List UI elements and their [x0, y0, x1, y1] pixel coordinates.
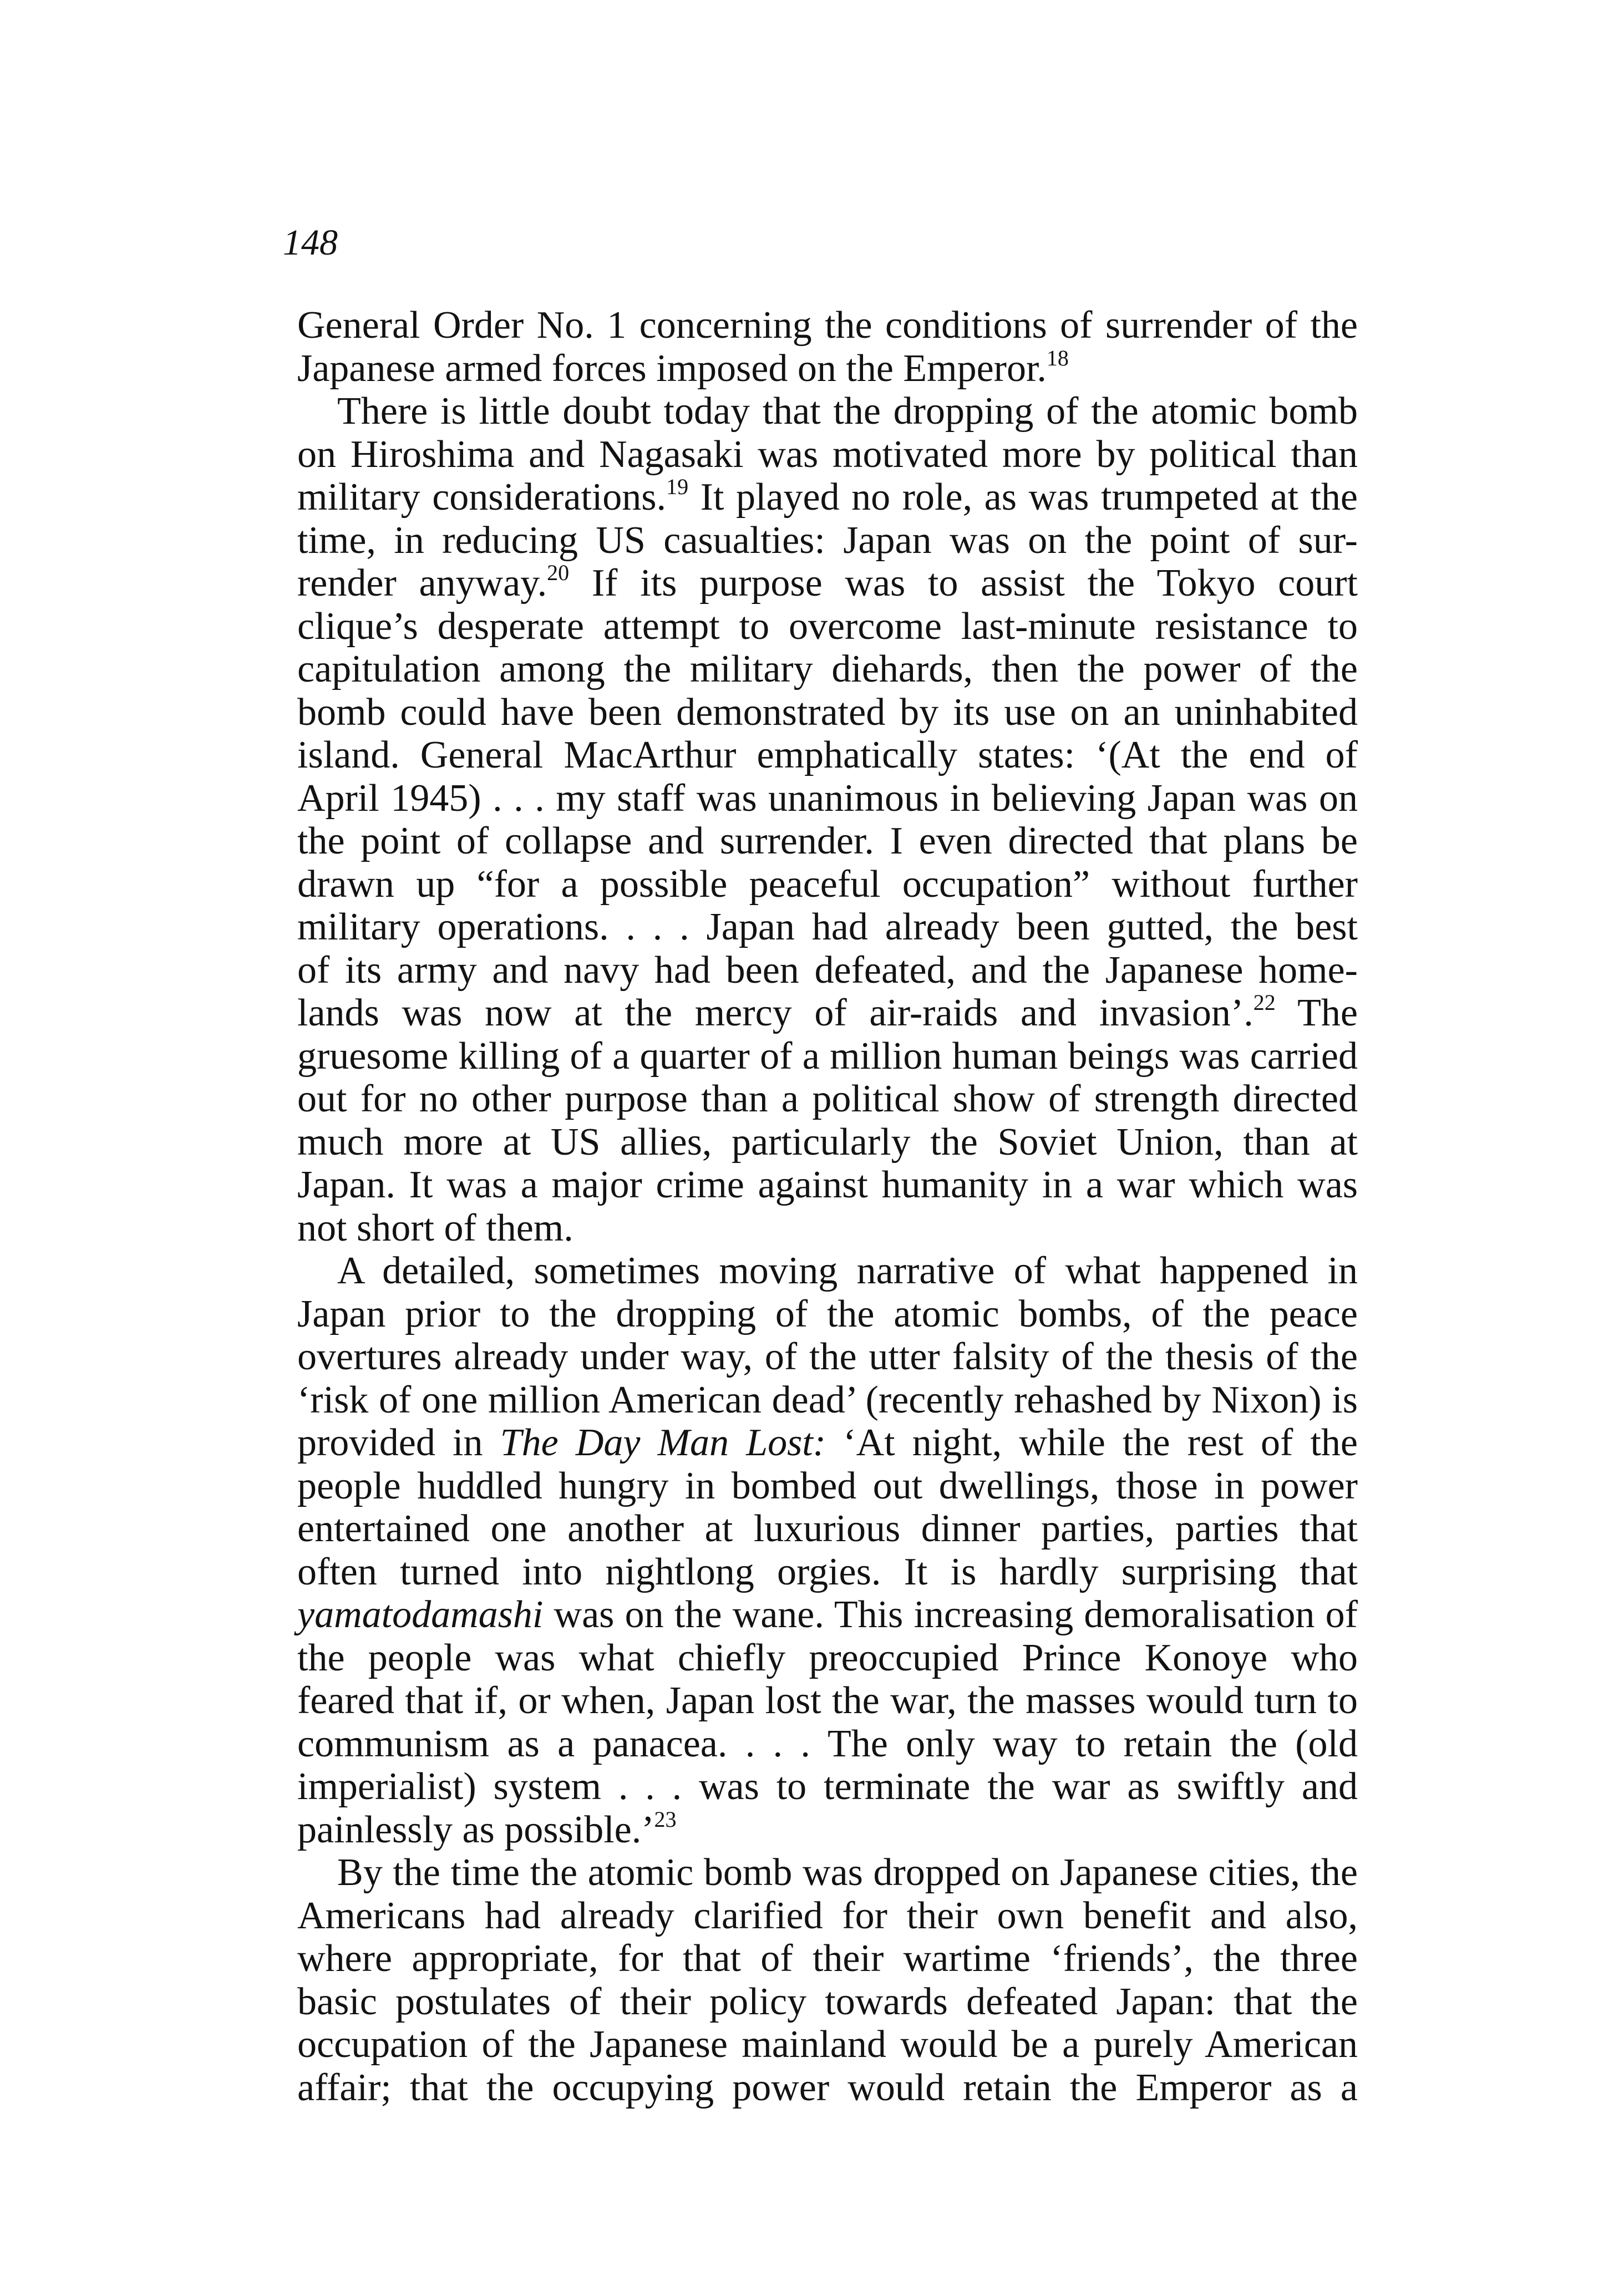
line-text: military operations. . . . Japan had already been gutted, the best — [297, 906, 1358, 948]
text-line — [297, 1851, 1358, 1894]
text-line — [297, 1164, 1358, 1207]
line-text: render anyway. — [297, 562, 547, 604]
line-text: capitulation among the military diehards, then the power of the — [297, 648, 1358, 690]
text-line — [297, 347, 1358, 390]
text-line — [297, 1937, 1358, 1980]
footnote-marker: 20 — [547, 560, 570, 585]
text-line — [297, 992, 1358, 1035]
text-line — [297, 1035, 1358, 1078]
line-text: the point of collapse and surrender. I even directed that plans be — [297, 820, 1358, 862]
line-text: ‘At night, while the rest of the — [826, 1421, 1358, 1464]
line-text: was on the wane. This increasing demoralisation of — [543, 1593, 1358, 1636]
body-text — [297, 304, 1358, 2109]
line-text: where appropriate, for that of their wartime ‘friends’, the three — [297, 1937, 1358, 1980]
line-text: military considerations. — [297, 476, 667, 519]
text-line — [297, 433, 1358, 476]
line-text: feared that if, or when, Japan lost the war, the masses would turn to — [297, 1679, 1358, 1722]
text-line — [297, 1379, 1358, 1422]
text-line — [297, 605, 1358, 648]
italic-title: The Day Man Lost: — [500, 1421, 826, 1464]
footnote-marker: 23 — [654, 1806, 677, 1832]
text-line — [297, 1980, 1358, 2024]
line-text: often turned into nightlong orgies. It is hardly surprising that — [297, 1550, 1358, 1593]
line-text: By the time the atomic bomb was dropped on Japanese cities, the — [337, 1851, 1358, 1894]
line-text: entertained one another at luxurious dinner parties, parties that — [297, 1507, 1358, 1550]
text-line — [297, 1207, 1358, 1250]
text-line — [297, 390, 1358, 433]
line-text: bomb could have been demonstrated by its use on an uninhabited — [297, 690, 1358, 734]
text-line — [297, 820, 1358, 863]
text-line — [297, 734, 1358, 777]
text-line — [297, 1421, 1358, 1465]
line-text: lands was now at the mercy of air-raids and invasion’. — [297, 992, 1253, 1034]
text-line — [297, 1078, 1358, 1121]
line-text: basic postulates of their policy towards defeated Japan: that the — [297, 1980, 1358, 2023]
line-text: The — [1275, 992, 1358, 1034]
text-line — [297, 1121, 1358, 1164]
line-text: April 1945) . . . my staff was unanimous in believing Japan was on — [297, 776, 1358, 820]
footnote-marker: 19 — [666, 474, 689, 499]
line-text: ‘risk of one million American dead’ (recently rehashed by Nixon) is — [297, 1378, 1358, 1421]
text-line — [297, 863, 1358, 906]
line-text: A detailed, sometimes moving narrative of what happened in — [337, 1249, 1358, 1292]
line-text: There is little doubt today that the dropping of the atomic bomb — [337, 390, 1358, 433]
text-line — [297, 1806, 1358, 1852]
line-text: painlessly as possible.’ — [297, 1808, 654, 1851]
text-line — [297, 1593, 1358, 1637]
page-number: 148 — [283, 222, 338, 263]
text-line — [297, 476, 1358, 519]
text-line — [297, 1335, 1358, 1379]
text-line — [297, 691, 1358, 734]
text-line — [297, 1679, 1358, 1723]
text-line — [297, 519, 1358, 562]
italic-title: yamatodamashi — [297, 1593, 544, 1636]
line-text: much more at US allies, particularly the Soviet Union, than at — [297, 1120, 1358, 1164]
line-text: the people was what chiefly preoccupied Prince Konoye who — [297, 1636, 1358, 1679]
line-text: Japanese armed forces imposed on the Emperor. — [297, 347, 1047, 390]
text-line — [297, 562, 1358, 605]
line-text: time, in reducing US casualties: Japan was on the point of sur- — [297, 519, 1358, 562]
text-line — [297, 304, 1358, 347]
line-text: people huddled hungry in bombed out dwellings, those in power — [297, 1464, 1358, 1507]
line-text: If its purpose was to assist the Tokyo court — [569, 562, 1358, 604]
line-text: island. General MacArthur emphatically states: ‘(At the end of — [297, 734, 1358, 776]
line-text: Japan. It was a major crime against humanity in a war which was — [297, 1164, 1358, 1206]
line-text: Americans had already clarified for their own benefit and also, — [297, 1894, 1358, 1937]
line-text: provided in — [297, 1421, 500, 1464]
text-line — [297, 1894, 1358, 1938]
line-text: out for no other purpose than a political show of strength directed — [297, 1078, 1358, 1120]
line-text: on Hiroshima and Nagasaki was motivated more by political than — [297, 433, 1358, 476]
text-line — [297, 1723, 1358, 1766]
footnote-marker: 18 — [1046, 345, 1069, 370]
text-line — [297, 1551, 1358, 1594]
text-line — [297, 906, 1358, 949]
text-line — [297, 2066, 1358, 2110]
text-line — [297, 648, 1358, 691]
text-line — [297, 1293, 1358, 1336]
line-text: gruesome killing of a quarter of a million human beings was carried — [297, 1034, 1358, 1078]
line-text: clique’s desperate attempt to overcome last-minute resistance to — [297, 604, 1358, 648]
text-line — [297, 949, 1358, 992]
text-line — [297, 1637, 1358, 1680]
line-text: General Order No. 1 concerning the conditions of surrender of the — [297, 304, 1358, 347]
line-text: imperialist) system . . . was to terminate the war as swiftly and — [297, 1765, 1358, 1808]
line-text: Japan prior to the dropping of the atomic bombs, of the peace — [297, 1292, 1358, 1335]
text-line — [297, 1465, 1358, 1508]
line-text: It played no role, as was trumpeted at the — [688, 476, 1358, 519]
line-text: overtures already under way, of the utter falsity of the thesis of the — [297, 1335, 1358, 1378]
line-text: of its army and navy had been defeated, and the Japanese home- — [297, 948, 1358, 992]
footnote-marker: 22 — [1253, 990, 1276, 1015]
line-text: affair; that the occupying power would retain the Emperor as a — [297, 2066, 1358, 2109]
text-line — [297, 1507, 1358, 1551]
text-line — [297, 1765, 1358, 1809]
text-line — [297, 1249, 1358, 1293]
line-text: drawn up “for a possible peaceful occupation” without further — [297, 862, 1358, 906]
line-text: occupation of the Japanese mainland would be a purely American — [297, 2023, 1358, 2066]
line-text: not short of them. — [297, 1206, 574, 1249]
text-line — [297, 2023, 1358, 2066]
text-line — [297, 777, 1358, 820]
line-text: communism as a panacea. . . . The only way to retain the (old — [297, 1722, 1358, 1765]
